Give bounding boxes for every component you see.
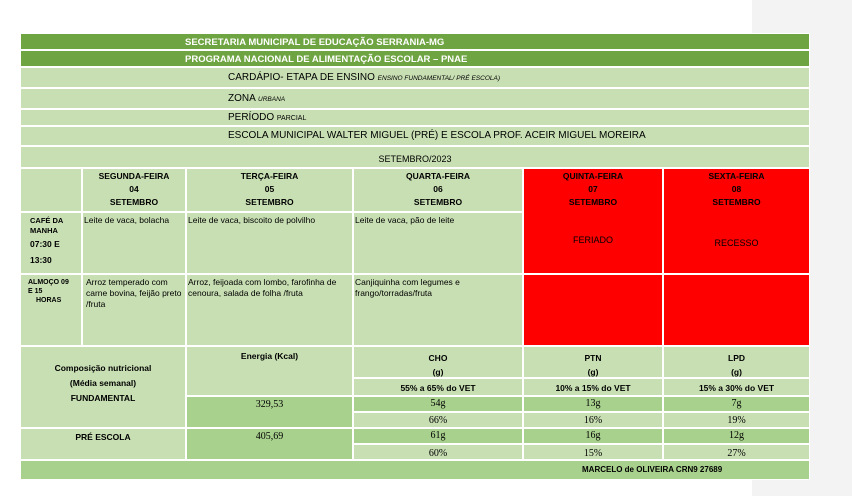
escola-row bbox=[20, 126, 810, 146]
footer-nutricionista bbox=[20, 460, 810, 480]
cafe-label-line: 13:30 bbox=[30, 255, 52, 265]
meal-text: Arroz, feijoada com lombo, farofinha de cenoura, salada de folha /fruta bbox=[188, 277, 337, 298]
cafe-terca bbox=[186, 212, 353, 274]
cafe-label-line: 07:30 E bbox=[30, 239, 60, 249]
ptn-range-text: 10% a 15% do VET bbox=[555, 383, 631, 393]
day-month: SETEMBRO bbox=[712, 197, 761, 207]
nutrition-title bbox=[20, 346, 186, 428]
day-header-segunda bbox=[82, 168, 186, 212]
ptn-range bbox=[523, 378, 663, 396]
day-name: QUARTA-FEIRA bbox=[405, 171, 471, 181]
nutrition-title-line: Composição nutricional bbox=[54, 363, 152, 373]
almoco-quarta bbox=[353, 274, 523, 346]
cafe-quinta-feriado bbox=[523, 212, 663, 274]
fund-kcal-value: 329,53 bbox=[255, 399, 284, 410]
cafe-quarta bbox=[353, 212, 523, 274]
pre-cho-g bbox=[353, 428, 523, 444]
lpd-unit: (g) bbox=[731, 367, 742, 377]
periodo-label: PERÍODO bbox=[228, 112, 275, 123]
meal-text: Arroz temperado com carne bovina, feijão preto /fruta bbox=[86, 277, 182, 309]
meal-text: Canjiquinha com legumes e frango/torradas/fruta bbox=[355, 277, 460, 298]
month-label: SETEMBRO/2023 bbox=[378, 154, 452, 164]
lpd-label: LPD bbox=[728, 353, 745, 363]
pre-ptn-pct bbox=[523, 444, 663, 460]
fund-cho-pct bbox=[353, 412, 523, 428]
cafe-segunda bbox=[82, 212, 186, 274]
recesso-label: RECESSO bbox=[714, 238, 759, 248]
day-name: SEXTA-FEIRA bbox=[708, 171, 765, 181]
pre-ptn-pct-value: 15% bbox=[583, 448, 603, 459]
almoco-label-line: E 15 bbox=[28, 288, 43, 295]
pre-cho-pct bbox=[353, 444, 523, 460]
cafe-sexta-recesso bbox=[663, 212, 810, 274]
header-line1: SECRETARIA MUNICIPAL DE EDUCAÇÃO SERRANIA-MG bbox=[185, 37, 445, 48]
almoco-label-line: ALMOÇO 09 bbox=[28, 279, 69, 286]
zona-label: ZONA bbox=[228, 93, 256, 104]
zona-value: URBANA bbox=[258, 96, 286, 103]
day-number: 05 bbox=[264, 184, 275, 194]
meal-text: Leite de vaca, bolacha bbox=[84, 215, 170, 225]
almoco-terca bbox=[186, 274, 353, 346]
almoco-segunda bbox=[82, 274, 186, 346]
ptn-header bbox=[523, 346, 663, 378]
day-number: 04 bbox=[129, 184, 139, 194]
cafe-label-line: CAFÉ DA bbox=[30, 216, 64, 225]
meal-text: Leite de vaca, biscoito de polvilho bbox=[188, 215, 316, 225]
fund-lpd-g-value: 7g bbox=[731, 398, 742, 409]
pre-lpd-g bbox=[663, 428, 810, 444]
footer-signature: MARCELO de OLIVEIRA CRN9 27689 bbox=[582, 465, 723, 474]
pre-kcal bbox=[186, 428, 353, 460]
fund-lpd-g bbox=[663, 396, 810, 412]
day-header-quinta bbox=[523, 168, 663, 212]
day-header-quarta bbox=[353, 168, 523, 212]
pre-cho-g-value: 61g bbox=[430, 430, 446, 441]
fund-ptn-g bbox=[523, 396, 663, 412]
periodo-value: PARCIAL bbox=[276, 115, 307, 122]
cardapio-label: CARDÁPIO- ETAPA DE ENSINO bbox=[228, 72, 375, 83]
pre-cho-pct-value: 60% bbox=[428, 448, 448, 459]
day-month: SETEMBRO bbox=[245, 197, 294, 207]
cho-range bbox=[353, 378, 523, 396]
cafe-label bbox=[20, 212, 82, 274]
ptn-label: PTN bbox=[584, 353, 602, 363]
nutrition-title-line: FUNDAMENTAL bbox=[70, 393, 136, 403]
pre-ptn-g bbox=[523, 428, 663, 444]
fund-ptn-pct-value: 16% bbox=[583, 415, 603, 426]
cafe-label-line: MANHA bbox=[30, 226, 58, 235]
meal-text: Leite de vaca, pão de leite bbox=[355, 215, 455, 225]
day-header-sexta bbox=[663, 168, 810, 212]
day-header-terca bbox=[186, 168, 353, 212]
day-number: 08 bbox=[731, 184, 742, 194]
zona-row bbox=[20, 88, 810, 109]
almoco-sexta bbox=[663, 274, 810, 346]
header-line2: PROGRAMA NACIONAL DE ALIMENTAÇÃO ESCOLAR – PNAE bbox=[185, 54, 468, 65]
month-row bbox=[20, 146, 810, 168]
fund-ptn-pct bbox=[523, 412, 663, 428]
pre-lpd-g-value: 12g bbox=[729, 430, 744, 441]
feriado-label: FERIADO bbox=[572, 235, 613, 245]
day-month: SETEMBRO bbox=[109, 197, 159, 207]
pre-kcal-value: 405,69 bbox=[255, 431, 284, 442]
escola-name: ESCOLA MUNICIPAL WALTER MIGUEL (PRÉ) E ESCOLA PROF. ACEIR MIGUEL MOREIRA bbox=[228, 130, 646, 141]
almoco-label-line: HORAS bbox=[36, 297, 62, 304]
fund-lpd-pct-value: 19% bbox=[727, 415, 746, 426]
cardapio-value: ENSINO FUNDAMENTAL/ PRÉ ESCOLA) bbox=[377, 75, 500, 82]
fund-kcal bbox=[186, 396, 353, 428]
fund-cho-g bbox=[353, 396, 523, 412]
cho-header bbox=[353, 346, 523, 378]
almoco-label bbox=[20, 274, 82, 346]
cho-range-text: 55% a 65% do VET bbox=[400, 383, 476, 393]
fund-lpd-pct bbox=[663, 412, 810, 428]
header-pnae bbox=[20, 50, 810, 67]
pre-lpd-pct-value: 27% bbox=[727, 448, 746, 459]
lpd-range-text: 15% a 30% do VET bbox=[698, 383, 775, 393]
day-number: 06 bbox=[433, 184, 443, 194]
cardapio-row bbox=[20, 67, 810, 88]
periodo-row bbox=[20, 109, 810, 126]
day-month: SETEMBRO bbox=[413, 197, 463, 207]
energia-header bbox=[186, 346, 353, 396]
pre-lpd-pct bbox=[663, 444, 810, 460]
pre-escola-label bbox=[20, 428, 186, 460]
ptn-unit: (g) bbox=[587, 367, 599, 377]
pre-ptn-g-value: 16g bbox=[585, 430, 601, 441]
pre-escola-text: PRÉ ESCOLA bbox=[75, 432, 131, 442]
day-name: QUINTA-FEIRA bbox=[562, 171, 624, 181]
nutrition-title-line: (Média semanal) bbox=[69, 378, 137, 388]
day-header-corner bbox=[20, 168, 82, 212]
cho-unit: (g) bbox=[432, 367, 444, 377]
day-name: TERÇA-FEIRA bbox=[240, 171, 299, 181]
fund-ptn-g-value: 13g bbox=[585, 398, 601, 409]
lpd-header bbox=[663, 346, 810, 378]
energia-label: Energia (Kcal) bbox=[240, 351, 299, 361]
day-number: 07 bbox=[588, 184, 598, 194]
day-name: SEGUNDA-FEIRA bbox=[98, 171, 170, 181]
cho-label: CHO bbox=[428, 353, 448, 363]
fund-cho-pct-value: 66% bbox=[428, 415, 448, 426]
almoco-quinta bbox=[523, 274, 663, 346]
lpd-range bbox=[663, 378, 810, 396]
day-month: SETEMBRO bbox=[568, 197, 618, 207]
fund-cho-g-value: 54g bbox=[430, 398, 446, 409]
header-secretaria bbox=[20, 33, 810, 50]
